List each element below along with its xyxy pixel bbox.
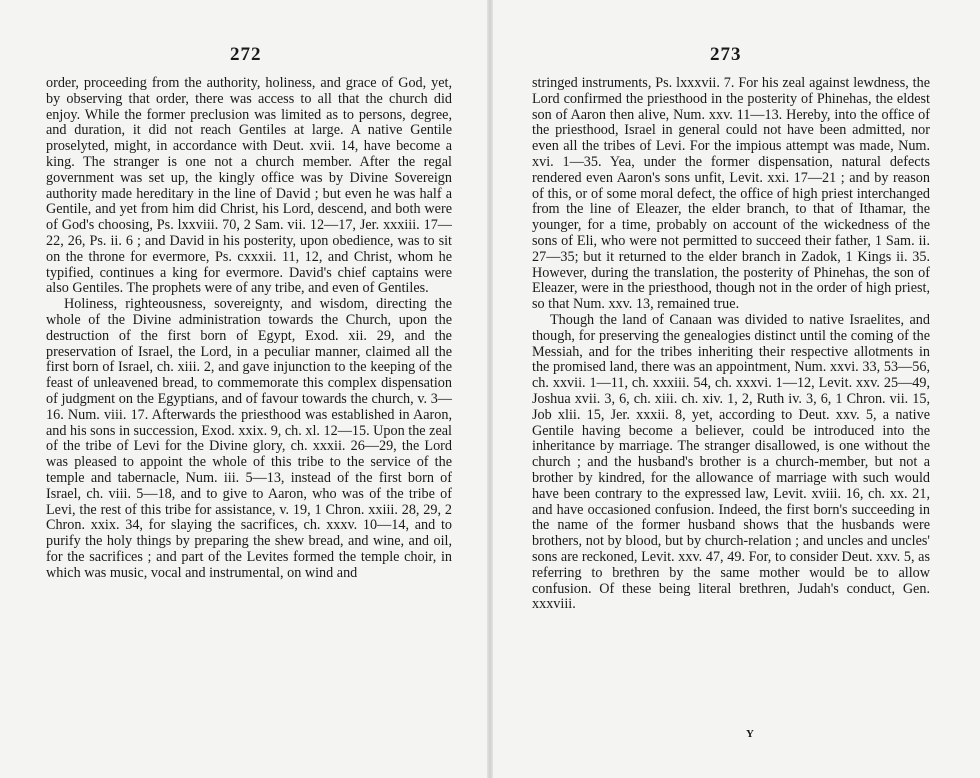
page-number-left: 272 <box>230 44 262 65</box>
right-page <box>490 0 980 778</box>
paragraph: stringed instruments, Ps. lxxxvii. 7. For his zeal against lewdness, the Lord confirmed the priesthood in the posterity of Phinehas, the eldest son of Aaron then alive, Num. xxv. 11—13. Hereby, into the office of the priesthood, Israel in general could not have been admitted, nor even all the tribes of Levi. For the impious attempt was made, Num. xvi. 1—35. Yea, under the former dispensation, natural defects rendered even Aaron's sons unfit, Levit. xxi. 17—21 ; and by reason of this, or of some moral defect, the office of high priest interchanged from the line of Eleazer, the elder branch, to that of Ithamar, the younger, for a time, probably on account of the wickedness of the sons of Eli, who were not permitted to succeed their father, 1 Sam. ii. 27—35; but it returned to the elder branch in Zadok, 1 Kings ii. 35. However, during the translation, the posterity of Phinehas, the son of Eleazer, were in the priesthood, though not in the order of high priest, so that Num. xxv. 13, remained true. <box>532 75 930 313</box>
paragraph: Though the land of Canaan was divided to native Israelites, and though, for preserving the genealogies distinct until the coming of the Messiah, and for the tribes inheriting their respective allotments in the promised land, there was an appointment, Num. xxvi. 33, 53—56, ch. xxvii. 1—11, ch. xxxiii. 54, ch. xxxvi. 1—12, Levit. xxv. 25—49, Joshua xvii. 3, 6, ch. xiii. ch. xiv. 1, 2, Ruth iv. 3, 6, 1 Chron. vii. 15, Job xlii. 15, Jer. xxxii. 8, yet, according to Deut. xxv. 5, a native Gentile having become a believer, could be introduced into the inheritance by marriage. The stranger disallowed, is one without the church ; and the husband's brother is a church-member, but not a brother by kindred, for the allowance of marriage with such would have been contrary to the expressed law, Levit. xviii. 16, ch. xx. 21, and have occasioned confusion. Indeed, the first born's succeeding in the name of the former husband shows that the husbands were brothers, not by blood, but by church-relation ; and uncles and uncles' sons are reckoned, Levit. xxv. 47, 49. For, to consider Deut. xxv. 5, as referring to brethren by the same mother would be to allow confusion. Of these being literal brethren, Judah's conduct, Gen. xxxviii. <box>532 311 930 613</box>
right-page-text <box>532 76 930 613</box>
left-page-text <box>46 76 452 582</box>
signature-mark: Y <box>746 728 754 740</box>
page-number-right: 273 <box>710 44 742 65</box>
paragraph: Holiness, righteousness, sovereignty, and wisdom, directing the whole of the Divine administration towards the Church, upon the destruction of the first born of Egypt, Exod. xii. 29, and the preservation of Israel, the Lord, in a peculiar manner, claimed all the first born of Israel, ch. xiii. 2, and gave injunction to the keeping of the feast of unleavened bread, to commemorate this complex dispensation of judgment on the Egyptians, and of favour towards the church, v. 3—16. Num. viii. 17. Afterwards the priesthood was established in Aaron, and his sons in succession, Exod. xxix. 9, ch. xl. 12—15. Upon the zeal of the tribe of Levi for the Divine glory, ch. xxxii. 26—29, the Lord was pleased to appoint the whole of this tribe to the service of the temple and tabernacle, Num. iii. 5—13, instead of the first born of Israel, ch. viii. 5—18, and to give to Aaron, who was of the tribe of Levi, the rest of this tribe for assistance, v. 19, 1 Chron. xxiii. 28, 29, 2 Chron. xxix. 34, for slaying the sacrifices, ch. xxxv. 10—14, and to purify the holy things by preparing the shew bread, and wine, and oil, for the sacrifices ; and part of the Levites formed the temple choir, in which was music, vocal and instrumental, on wind and <box>46 296 452 581</box>
paragraph: order, proceeding from the authority, holiness, and grace of God, yet, by observing that order, there was access to all that the church did enjoy. While the former preclusion was limited as to persons, degree, and duration, it did not reach Gentiles at large. A native Gentile proselyted, might, in accordance with Deut. xvii. 14, have become a king. The stranger is one not a church member. After the regal government was set up, the kingly office was by Divine Sovereign authority made hereditary in the line of David ; but even he was half a Gentile, and yet from him did Christ, his Lord, descend, and both were of God's choosing, Ps. lxxviii. 70, 2 Sam. vii. 12—17, Jer. xxxiii. 17—22, 26, Ps. ii. 6 ; and David in his posterity, upon obedience, was to sit on the throne for evermore, Ps. cxxxii. 11, 12, and Christ, whom he typified, continues a king for evermore. David's chief captains were also Gentiles. The prophets were of any tribe, and even of Gentiles. <box>46 75 452 297</box>
